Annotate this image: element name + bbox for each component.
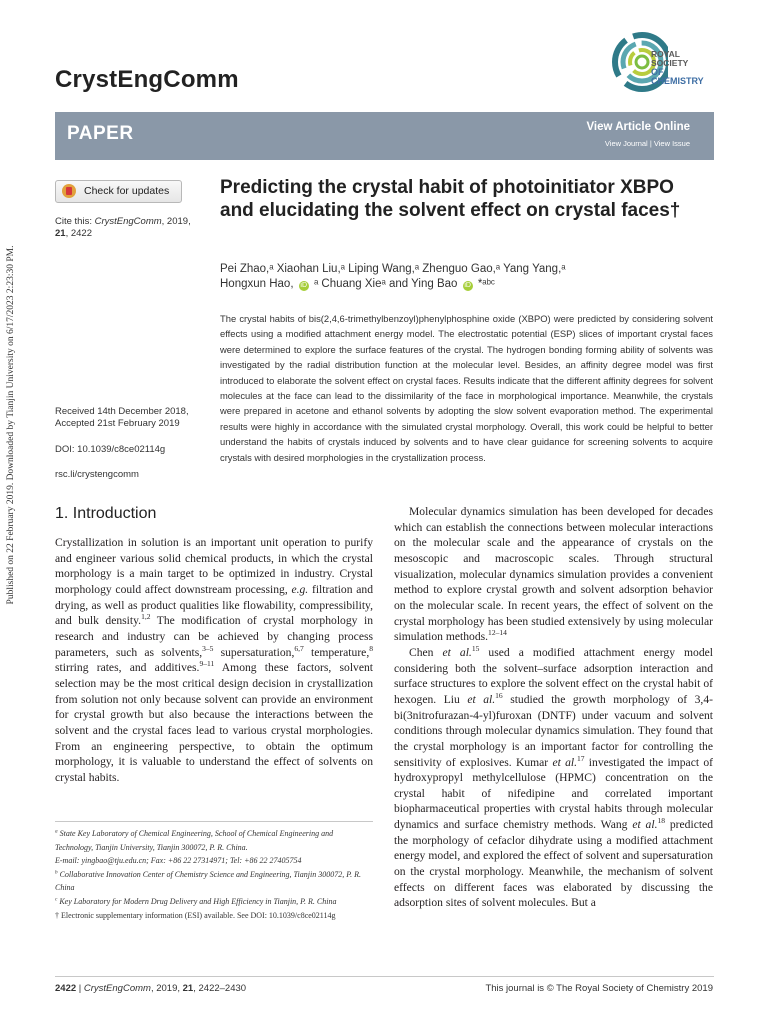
journal-url[interactable]: rsc.li/crystengcomm bbox=[55, 469, 139, 480]
body-column-left bbox=[55, 535, 373, 786]
orcid-icon[interactable]: iD bbox=[300, 282, 308, 289]
citation-ref[interactable]: 17 bbox=[577, 753, 585, 763]
cite-this: Cite this: CrystEngComm, 2019, 21, 2422 bbox=[55, 216, 191, 239]
citation-ref[interactable]: 1,2 bbox=[141, 612, 151, 622]
view-links bbox=[605, 139, 690, 148]
journal-title: CrystEngComm bbox=[55, 66, 239, 93]
body-column-right bbox=[394, 504, 713, 911]
abstract: The crystal habits of bis(2,4,6-trimethylbenzoyl)phenylphosphine oxide (XBPO) were predicted by considering solvent effects using a modified attachment energy model. The electrostatic potential (ESP) slices of important crystal faces were determined to explore the surface features of the crystal. The hydrogen bonding forming ability of solvents was investigated by the radial distribution function at the molecular level. Besides, an affinity degree model was first introduced to elaborate the solvent effect on crystal faces. Results indicate that the different affinity degrees for solvent molecules at the face can lead to the dissimilarity of the face in morphological importance. Meanwhile, the crystals were prepared in acetone and ethanol solvents by adopting the slow solvent evaporation method. The experimental results were highly in accordance with the simulated crystal morphology. Overall, this work could be helpful to better understand the habits of crystals induced by solvents and to have clear guidance for screening solvents to acquire crystals with desired morphologies in the crystallization process. bbox=[220, 313, 713, 463]
article-title: Predicting the crystal habit of photoinitiator XBPO and elucidating the solvent effect on crystal faces† bbox=[220, 177, 681, 221]
footnote-divider bbox=[55, 821, 373, 822]
page-number: 2422 bbox=[55, 983, 77, 994]
citation-ref[interactable]: 8 bbox=[369, 643, 373, 653]
side-note-text: Published on 22 February 2019. Downloaded by Tianjin University on 6/17/2023 2:23:30 PM. bbox=[6, 245, 16, 605]
rsc-logo bbox=[608, 22, 718, 102]
section-heading: 1. Introduction bbox=[55, 505, 157, 522]
citation-ref[interactable]: 12–14 bbox=[488, 628, 507, 638]
check-updates-icon bbox=[62, 184, 76, 198]
check-for-updates-button[interactable] bbox=[55, 180, 182, 203]
footnote-affiliation-a: $^a$ State Key Laboratory of Chemical Engineering, School of Chemical Engineering and Technology, Tianjin University, Tianjin 300072, P. R. China. bbox=[55, 828, 334, 852]
paragraph: Chen et al.$^{15}$ used a modified attachment energy model considering both the solvent–surface adsorption interaction and surface structures to explore the solvent effect on the crystal habit of hexogen. Liu et al.$^{16}$ studied the growth morphology of 3,4-bi(3nitrofurazan-4-yl)furoxan (DNTF) under vacuum and solvent conditions through molecular dynamics simulation. They found that the crystal morphology is an important factor for controlling the sensitivity of explosives. Kumar et al.$^{17}$ investigated the impact of hydroxypropyl methylcellulose (HPMC) concentration on the crystal habit of nifedipine and correlated important biopharmaceutical properties with crystal habits through molecular dynamics and surface chemistry methods. Wang et al.$^{18}$ predicted the morphology of cefaclor dihydrate using a modified attachment energy model, and explored the effect of solvent and supersaturation on the crystal morphology. Meanwhile, the mechanism of solvent effects on different faces was elaborated by discussing the adsorption sites of solvent molecules. But a bbox=[394, 644, 714, 910]
view-article-online-link[interactable]: View Article Online bbox=[586, 121, 690, 133]
rsc-logo-text: ROYAL SOCIETY OF CHEMISTRY bbox=[651, 49, 704, 86]
footnote-affiliation-b: $^b$ Collaborative Innovation Center of Chemistry Science and Engineering, Tianjin 300072, P. R. China bbox=[55, 869, 361, 893]
author-line-2: Hongxun Hao, iD ᵃ Chuang Xieᵃ and Ying Bao iD *ᵃᵇᶜ bbox=[220, 278, 495, 290]
article-type-label: PAPER bbox=[67, 123, 134, 144]
publication-side-note bbox=[4, 210, 18, 640]
footer-divider bbox=[55, 976, 714, 977]
article-type-band bbox=[55, 112, 714, 160]
citation-ref[interactable]: 18 bbox=[657, 816, 665, 826]
orcid-icon[interactable]: iD bbox=[464, 282, 471, 289]
check-updates-label: Check for updates bbox=[84, 185, 170, 197]
paragraph: Crystallization in solution is an important unit operation to purify and engineer various solid chemical products, in which the crystal morphology is a main target to be optimized in industry. Crystal morphology could affect downstream processing, e.g. filtration and drying, as well as product qualities like flowability, compressibility, and bulk density.$^{1,2}$ The modification of crystal morphology in research and industry can be achieved by changing process parameters, such as solvents,$^{3-5}$ supersaturation,$^{6,7}$ temperature,$^8$ stirring rates, and additives.$^{9-11}$ Among these factors, solvent selection may be the most critical design decision in crystallization from solution not only because solvent can provide an environment for crystal growth but also because the interactions between the solvent and the crystal faces lead to various crystal morphologies. From an engineering perspective, to obtain the optimum morphology, it is valuable to understand the effect of solvents on crystal habits. bbox=[55, 536, 374, 784]
paragraph: Molecular dynamics simulation has been developed for decades which can establish the connections between molecular interactions on the molecular scale and the appearance of crystals on the mesoscopic and macroscopic scales. Through structural visualization, molecular dynamics simulation provides a convenient method to explore crystal growth and solvent adsorption behavior on the molecular scale. In recent years, the effect of solvent on the crystal morphology has been studied extensively by using molecular simulation methods.$^{12-14}$ bbox=[394, 505, 713, 644]
view-journal-link[interactable]: View Journal bbox=[604, 139, 648, 148]
citation-ref[interactable]: 15 bbox=[471, 644, 480, 654]
citation-ref[interactable]: 16 bbox=[495, 691, 503, 701]
footnotes bbox=[55, 827, 373, 922]
author-line-1: Pei Zhao,ᵃ Xiaohan Liu,ᵃ Liping Wang,ᵃ Zhenguo Gao,ᵃ Yang Yang,ᵃ bbox=[220, 263, 566, 275]
doi[interactable]: DOI: 10.1039/c8ce02114g bbox=[55, 444, 166, 455]
citation-ref[interactable]: 9–11 bbox=[199, 659, 215, 669]
footnote-affiliation-c: $^c$ Key Laboratory for Modern Drug Delivery and High Efficiency in Tianjin, P. R. China bbox=[55, 896, 337, 906]
citation-ref[interactable]: 6,7 bbox=[294, 643, 304, 653]
footer-copyright: This journal is © The Royal Society of Chemistry 2019 bbox=[485, 983, 713, 994]
footnote-email: E-mail: yingbao@tju.edu.cn; Fax: +86 22 27314971; Tel: +86 22 27405754 bbox=[55, 856, 302, 866]
view-links-separator: | bbox=[649, 139, 652, 148]
footer-citation: 2422 | CrystEngComm, 2019, 21, 2422–2430 bbox=[55, 983, 247, 994]
received-date: Received 14th December 2018, bbox=[55, 406, 189, 417]
accepted-date: Accepted 21st February 2019 bbox=[55, 418, 180, 429]
view-issue-link[interactable]: View Issue bbox=[653, 139, 690, 148]
received-accepted-dates bbox=[55, 406, 215, 430]
citation-ref[interactable]: 3–5 bbox=[202, 643, 214, 653]
author-list bbox=[220, 262, 700, 292]
footnote-esi: † Electronic supplementary information (ESI) available. See DOI: 10.1039/c8ce02114g bbox=[55, 910, 336, 920]
